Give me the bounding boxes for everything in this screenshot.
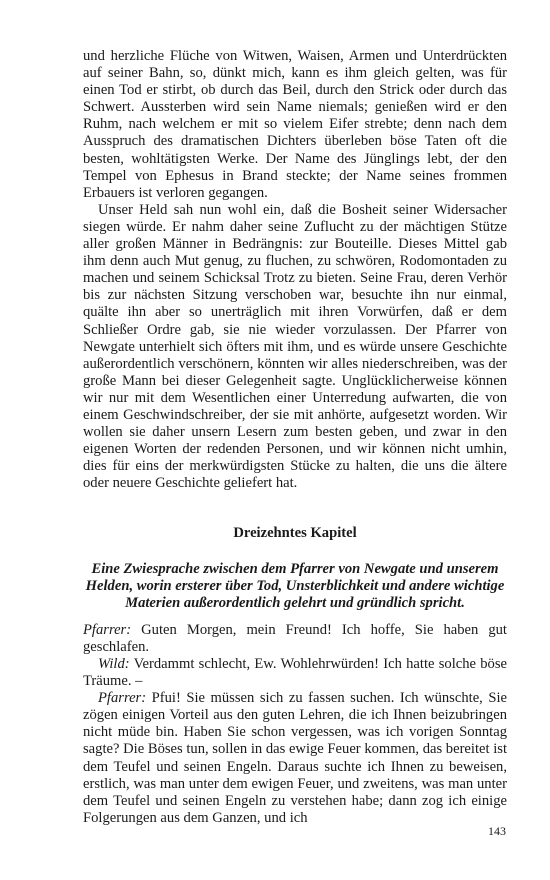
book-page bbox=[83, 48, 507, 827]
dialogue-text: Guten Morgen, mein Freund! Ich hoffe, Sie haben gut geschlafen. bbox=[83, 621, 507, 655]
speaker-label: Wild: bbox=[98, 656, 130, 672]
chapter-summary: Eine Zwiesprache zwischen dem Pfarrer von Newgate und unserem Helden, worin ersterer über Tod, Unsterblichkeit und andere wichtige Materien außerordentlich gelehrt und gründlich spricht. bbox=[85, 560, 505, 611]
paragraph-continuation: und herzliche Flüche von Witwen, Waisen, Armen und Unterdrückten auf seiner Bahn, so, dünkt mich, kann es ihm gleich gelten, was für einen Tod er stirbt, ob durch das Beil, durch den Strick oder durch das Schwert. Aussterben wird sein Name niemals; genießen wird er den Ruhm, nach welchem er mit so vielem Eifer strebte; denn nach dem Ausspruch des dramatischen Dichters überleben böse Taten oft die besten, wohltätigsten Werke. Der Name des Jünglings lebt, der den Tempel von Ephesus in Brand steckte; der Name seines frommen Erbauers ist verloren gegangen. bbox=[83, 48, 507, 201]
dialogue-line bbox=[83, 622, 507, 656]
dialogue-line bbox=[83, 656, 507, 690]
dialogue-line bbox=[83, 690, 507, 827]
page-number: 143 bbox=[488, 824, 506, 838]
paragraph-hero: Unser Held sah nun wohl ein, daß die Bosheit seiner Widersacher siegen würde. Er nahm daher seine Zuflucht zu der mächtigen Stütze aller großen Männer in Bedrängnis: zur Bouteille. Dieses Mittel gab ihm denn auch Mut genug, zu fluchen, zu schwören, Rodomontaden zu machen und seinem Schicksal Trotz zu bieten. Seine Frau, deren Verhör bis zur nächsten Sitzung verschoben war, besuchte ihn nur einmal, quälte ihn aber so unerträglich mit ihren Vorwürfen, daß er dem Schließer Ordre gab, sie nie wieder vorzulassen. Der Pfarrer von Newgate unterhielt sich öfters mit ihm, und es würde unsere Geschichte außerordentlich verschönern, könnten wir alles niederschreiben, was der große Mann bei dieser Gelegenheit sagte. Unglücklicherweise können wir nur mit dem Wesentlichen einer Unterredung aufwarten, die von einem Geschwindschreiber, der sie mit anhörte, aufgesetzt worden. Wir wollen sie daher unsern Lesern zum besten geben, und zwar in den eigenen Worten der redenden Personen, und wir können nicht umhin, dies für eins der merkwürdigsten Stücke zu halten, die uns die ältere oder neuere Geschichte geliefert hat. bbox=[83, 201, 507, 492]
dialogue-text: Pfui! Sie müssen sich zu fassen suchen. Ich wünschte, Sie zögen einigen Vorteil aus den guten Lehren, die ich Ihnen beizubringen nicht müde bin. Haben Sie schon vergessen, was ich vorigen Sonntag sagte? Die Böses tun, sollen in das ewige Feuer kommen, das bereitet ist dem Teufel und seinen Engeln. Daraus suchte ich Ihnen zu beweisen, erstlich, was man unter dem ewigen Feuer, und zweitens, was man unter dem Teufel und seinen Engeln zu verstehen habe; dann zog ich einige Folgerungen aus dem Ganzen, und ich bbox=[83, 690, 507, 826]
speaker-label: Pfarrer: bbox=[98, 690, 147, 707]
speaker-label: Pfarrer: bbox=[83, 621, 132, 638]
chapter-title: Dreizehntes Kapitel bbox=[233, 525, 357, 542]
dialogue-text: Verdammt schlecht, Ew. Wohlehrwürden! Ich hatte solche böse Träume. – bbox=[83, 656, 507, 690]
